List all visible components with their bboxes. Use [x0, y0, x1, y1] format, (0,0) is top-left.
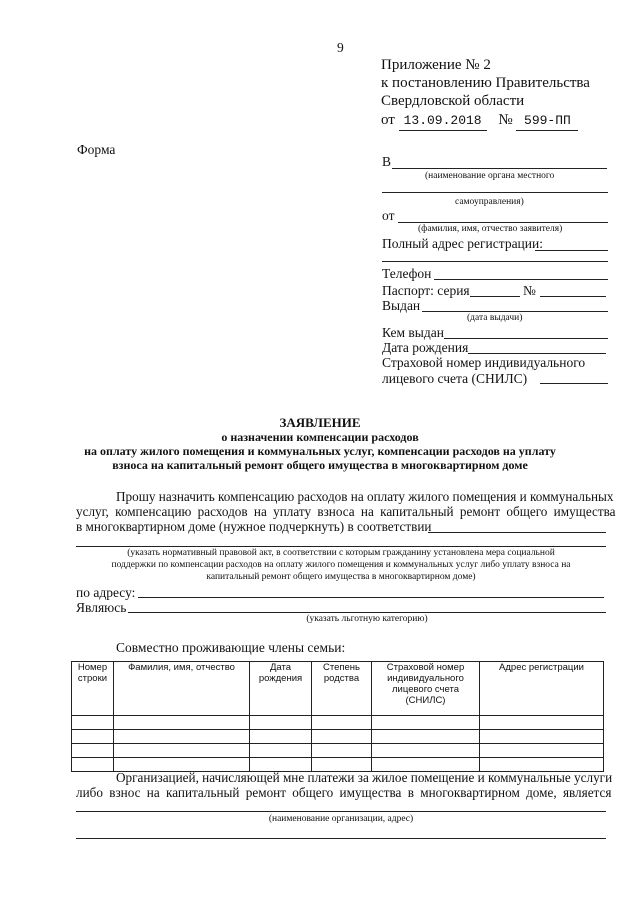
- title-sub2: на оплату жилого помещения и коммунальных услуг, компенсации расходов на уплату: [84, 444, 556, 458]
- body-p1-line2: услуг, компенсацию расходов на уплату взноса на капитальный ремонт общего имущества: [76, 504, 616, 519]
- family-label: Совместно проживающие члены семьи:: [116, 640, 346, 655]
- from-prefix: от: [382, 208, 395, 223]
- table-cell[interactable]: [250, 730, 312, 744]
- org-field-line2[interactable]: [76, 838, 606, 839]
- issued-label: Выдан: [382, 298, 421, 313]
- category-field-line[interactable]: [128, 612, 606, 613]
- to-field-line2[interactable]: [382, 192, 608, 193]
- passport-number-line[interactable]: [540, 296, 606, 297]
- table-cell[interactable]: [312, 744, 372, 758]
- appendix-date-row: [381, 111, 590, 131]
- to-hint1: (наименование органа местного: [425, 171, 555, 181]
- body-p1-line3: в многоквартирном доме (нужное подчеркнуть) в соответствии: [76, 519, 432, 534]
- th-full-name: Фамилия, имя, отчество: [114, 662, 250, 716]
- table-cell[interactable]: [480, 730, 604, 744]
- table-cell[interactable]: [372, 716, 480, 730]
- address-field-line2[interactable]: [382, 261, 608, 262]
- th-row-number: Номер строки: [72, 662, 114, 716]
- table-cell[interactable]: [372, 730, 480, 744]
- table-row: [72, 730, 604, 744]
- issued-hint: (дата выдачи): [467, 313, 523, 323]
- birth-label: Дата рождения: [382, 340, 469, 355]
- th-address: Адрес регистрации: [480, 662, 604, 716]
- to-hint2: самоуправления): [455, 197, 524, 207]
- family-table: [71, 661, 604, 772]
- table-row: [72, 744, 604, 758]
- passport-series-line[interactable]: [470, 296, 520, 297]
- org-hint: (наименование организации, адрес): [268, 814, 414, 824]
- issued-by-label: Кем выдан: [382, 325, 444, 340]
- table-row: [72, 716, 604, 730]
- snils-label2: лицевого счета (СНИЛС): [382, 371, 528, 386]
- body-p1-line1: Прошу назначить компенсацию расходов на оплату жилого помещения и коммунальных: [116, 489, 614, 504]
- passport-no-label: №: [523, 283, 536, 298]
- org-line1: Организацией, начисляющей мне платежи за жилое помещение и коммунальные услуги: [116, 770, 613, 785]
- table-cell[interactable]: [250, 716, 312, 730]
- th-birth-date: Дата рождения: [250, 662, 312, 716]
- table-cell[interactable]: [72, 730, 114, 744]
- table-cell[interactable]: [372, 744, 480, 758]
- address-by-field-line[interactable]: [138, 597, 604, 598]
- act-hint3: капитальный ремонт общего имущества в многоквартирном доме): [206, 572, 476, 582]
- appendix-no: №: [498, 112, 513, 128]
- appendix-date: 13.09.2018: [399, 112, 487, 131]
- phone-field-line[interactable]: [434, 279, 608, 280]
- org-field-line[interactable]: [76, 811, 606, 812]
- category-hint: (указать льготную категорию): [306, 614, 428, 624]
- issued-by-field-line[interactable]: [444, 338, 608, 339]
- table-cell[interactable]: [114, 744, 250, 758]
- table-cell[interactable]: [312, 730, 372, 744]
- table-cell[interactable]: [72, 744, 114, 758]
- page-number: 9: [337, 40, 344, 55]
- to-prefix: В: [382, 154, 392, 169]
- appendix-line3: Свердловской области: [381, 93, 525, 109]
- th-relation: Степень родства: [312, 662, 372, 716]
- issued-field-line[interactable]: [422, 311, 608, 312]
- address-label: Полный адрес регистрации:: [382, 236, 543, 251]
- category-label: Являюсь: [76, 600, 127, 615]
- title-sub1: о назначении компенсации расходов: [221, 430, 419, 444]
- table-cell[interactable]: [114, 716, 250, 730]
- passport-label: Паспорт: серия: [382, 283, 470, 298]
- from-field-line[interactable]: [398, 222, 608, 223]
- snils-label1: Страховой номер индивидуального: [382, 355, 586, 370]
- appendix-number: 599-ПП: [516, 112, 578, 131]
- table-cell[interactable]: [250, 744, 312, 758]
- table-cell[interactable]: [480, 744, 604, 758]
- act-hint1: (указать нормативный правовой акт, в соответствии с которым гражданину установлена мера социальной: [127, 548, 555, 558]
- snils-field-line[interactable]: [540, 383, 608, 384]
- table-cell[interactable]: [480, 716, 604, 730]
- act-hint2: поддержки по компенсации расходов на оплату жилого помещения и коммунальных услуг либо уплату взноса на: [111, 560, 571, 570]
- th-snils: Страховой номер индивидуального лицевого счета (СНИЛС): [372, 662, 480, 716]
- appendix-from: от: [381, 112, 395, 128]
- act-field-line2[interactable]: [76, 546, 606, 547]
- to-field-line[interactable]: [392, 168, 607, 169]
- appendix-block: [381, 56, 590, 131]
- form-label: Форма: [77, 142, 116, 157]
- table-cell[interactable]: [72, 716, 114, 730]
- org-line2: либо взнос на капитальный ремонт общего имущества в многоквартирном доме, является: [76, 785, 612, 800]
- address-by-label: по адресу:: [76, 585, 136, 600]
- document-title: ЗАЯВЛЕНИЕ: [279, 415, 361, 430]
- birth-field-line[interactable]: [468, 353, 606, 354]
- appendix-line2: к постановлению Правительства: [381, 75, 590, 91]
- table-cell[interactable]: [312, 716, 372, 730]
- title-sub3: взноса на капитальный ремонт общего имущества в многоквартирном доме: [112, 458, 528, 472]
- act-field-line[interactable]: [428, 532, 606, 533]
- table-cell[interactable]: [72, 758, 114, 772]
- from-hint: (фамилия, имя, отчество заявителя): [418, 224, 563, 234]
- phone-label: Телефон: [382, 266, 432, 281]
- appendix-line1: Приложение № 2: [381, 57, 491, 73]
- address-field-line[interactable]: [535, 250, 608, 251]
- table-cell[interactable]: [114, 730, 250, 744]
